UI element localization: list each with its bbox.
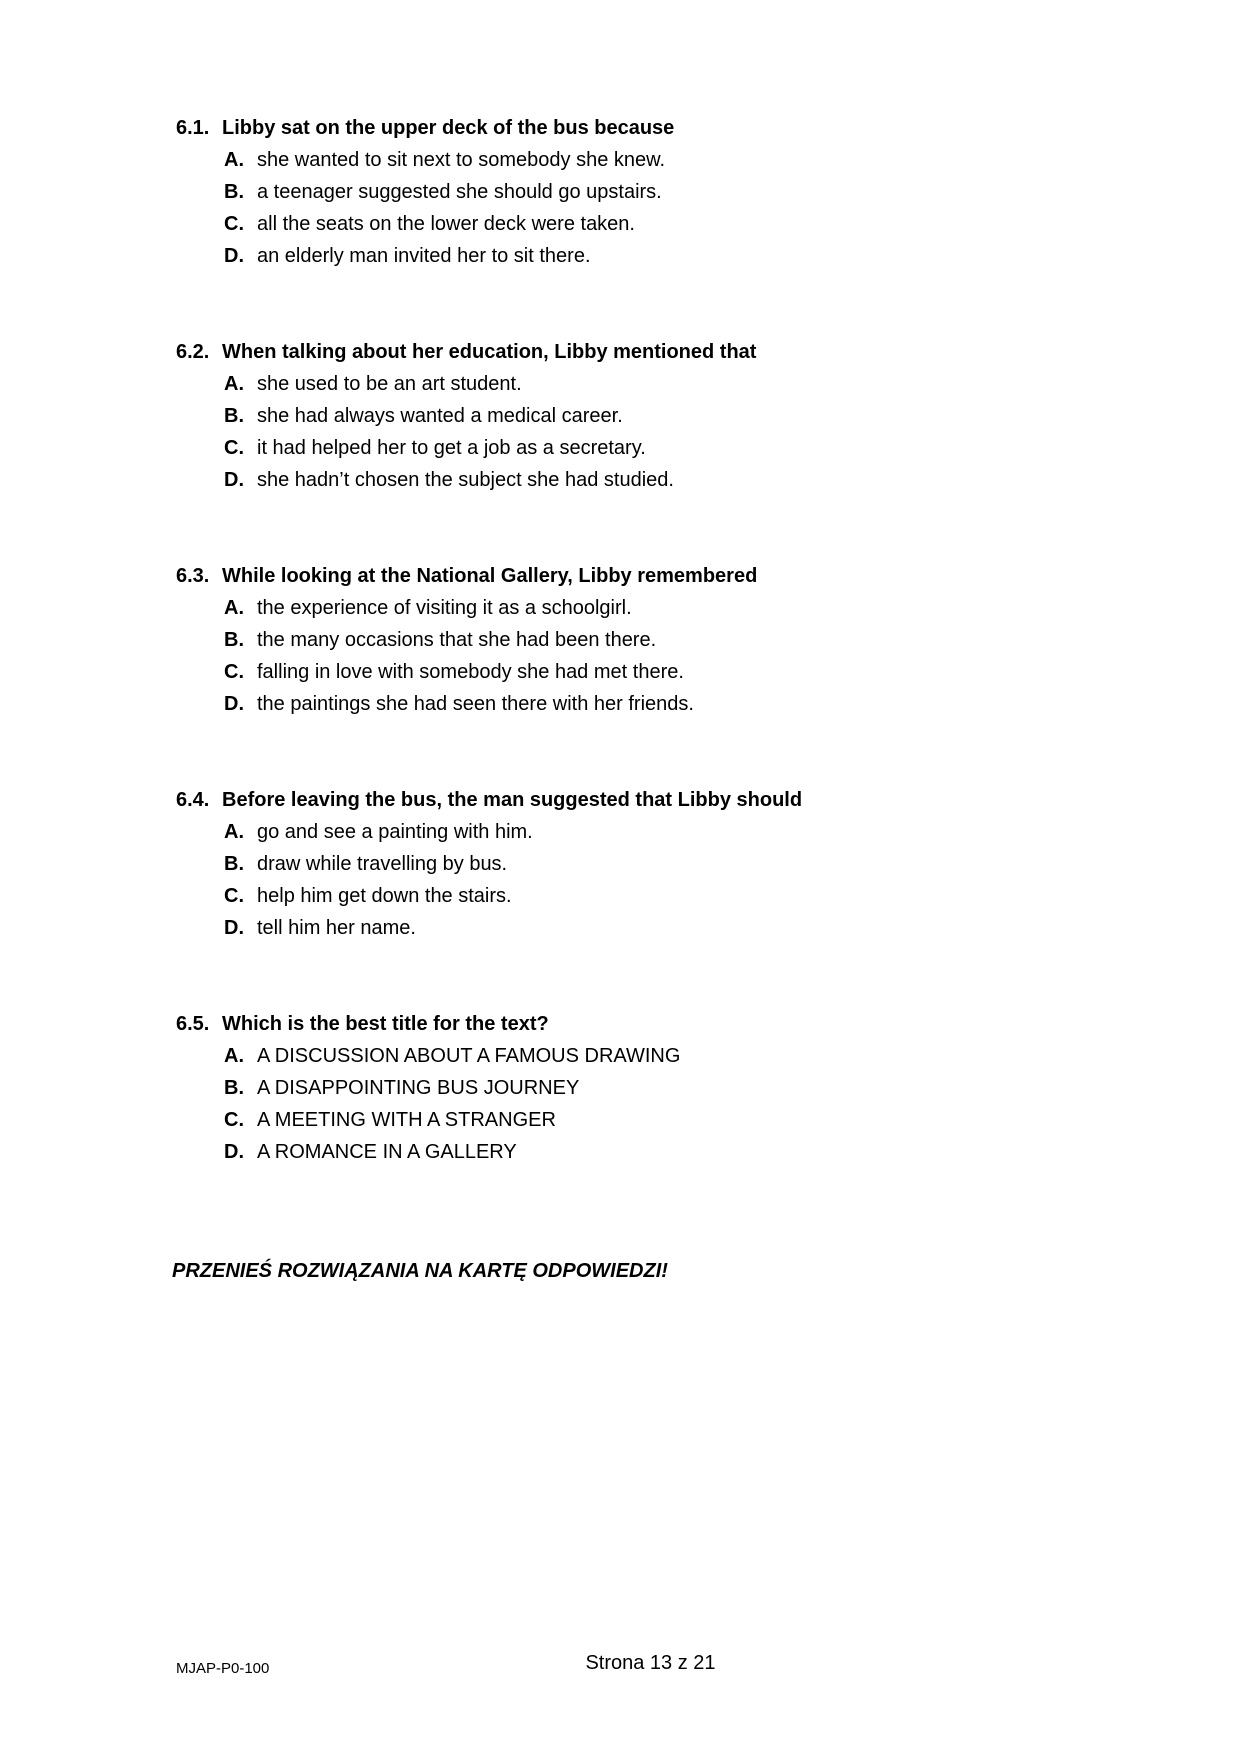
answer-option [224,1040,1096,1072]
question-block [176,336,1096,496]
answer-option [224,656,1096,688]
question-number: 6.1. [176,117,210,139]
question-prompt: Libby sat on the upper deck of the bus because [222,117,675,139]
option-letter: C. [224,661,244,683]
option-letter: C. [224,437,244,459]
option-letter: B. [224,1077,244,1099]
option-letter: B. [224,405,244,427]
option-text: a teenager suggested she should go upstairs. [257,181,662,203]
option-text: an elderly man invited her to sit there. [257,245,591,267]
option-text: go and see a painting with him. [257,821,533,843]
question-heading [176,112,1096,144]
options-list [176,368,1096,496]
question-prompt: Before leaving the bus, the man suggested that Libby should [222,789,803,811]
question-prompt: When talking about her education, Libby mentioned that [222,341,757,363]
question-heading [176,1008,1096,1040]
options-list [176,592,1096,720]
answer-option [224,688,1096,720]
option-letter: C. [224,1109,244,1131]
option-text: A DISAPPOINTING BUS JOURNEY [257,1077,580,1099]
option-text: falling in love with somebody she had met there. [257,661,684,683]
question-block [176,112,1096,272]
option-letter: D. [224,469,244,491]
option-text: help him get down the stairs. [257,885,512,907]
option-text: A ROMANCE IN A GALLERY [257,1141,517,1163]
option-text: all the seats on the lower deck were taken. [257,213,635,235]
answer-option [224,400,1096,432]
answer-option [224,176,1096,208]
option-letter: B. [224,181,244,203]
question-prompt: While looking at the National Gallery, Libby remembered [222,565,758,587]
option-text: tell him her name. [257,917,416,939]
option-text: draw while travelling by bus. [257,853,508,875]
answer-option [224,624,1096,656]
option-text: the paintings she had seen there with her friends. [257,693,694,715]
questions-list [176,112,1096,1168]
exam-code: MJAP-P0-100 [176,1660,270,1677]
answer-option [224,592,1096,624]
answer-option [224,432,1096,464]
question-block [176,1008,1096,1168]
question-number: 6.3. [176,565,210,587]
option-text: the many occasions that she had been there. [257,629,657,651]
questions-section [172,112,1096,1283]
option-letter: A. [224,821,244,843]
answer-option [224,1072,1096,1104]
answer-option [224,848,1096,880]
option-text: A DISCUSSION ABOUT A FAMOUS DRAWING [257,1045,681,1067]
options-list [176,144,1096,272]
option-letter: B. [224,853,244,875]
option-text: it had helped her to get a job as a secretary. [257,437,646,459]
option-text: she used to be an art student. [257,373,522,395]
answer-option [224,912,1096,944]
option-text: she hadn’t chosen the subject she had studied. [257,469,674,491]
option-letter: C. [224,885,244,907]
question-heading [176,560,1096,592]
answer-option [224,144,1096,176]
question-number: 6.5. [176,1013,210,1035]
question-block [176,560,1096,720]
page-number: Strona 13 z 21 [585,1652,716,1674]
transfer-answers-instruction: PRZENIEŚ ROZWIĄZANIA NA KARTĘ ODPOWIEDZI! [172,1260,668,1282]
question-heading [176,336,1096,368]
question-number: 6.4. [176,789,210,811]
option-letter: D. [224,245,244,267]
option-text: she wanted to sit next to somebody she knew. [257,149,666,171]
answer-option [224,880,1096,912]
answer-option [224,464,1096,496]
answer-option [224,816,1096,848]
option-letter: D. [224,917,244,939]
question-block [176,784,1096,944]
answer-option [224,368,1096,400]
option-letter: B. [224,629,244,651]
question-heading [176,784,1096,816]
option-letter: D. [224,1141,244,1163]
option-letter: C. [224,213,244,235]
option-letter: A. [224,597,244,619]
question-prompt: Which is the best title for the text? [222,1013,549,1035]
answer-option [224,1104,1096,1136]
option-letter: A. [224,373,244,395]
answer-option [224,1136,1096,1168]
options-list [176,1040,1096,1168]
options-list [176,816,1096,944]
option-text: she had always wanted a medical career. [257,405,623,427]
question-number: 6.2. [176,341,210,363]
answer-option [224,240,1096,272]
option-text: the experience of visiting it as a schoolgirl. [257,597,632,619]
option-letter: A. [224,1045,244,1067]
option-letter: D. [224,693,244,715]
answer-option [224,208,1096,240]
option-text: A MEETING WITH A STRANGER [257,1109,556,1131]
option-letter: A. [224,149,244,171]
